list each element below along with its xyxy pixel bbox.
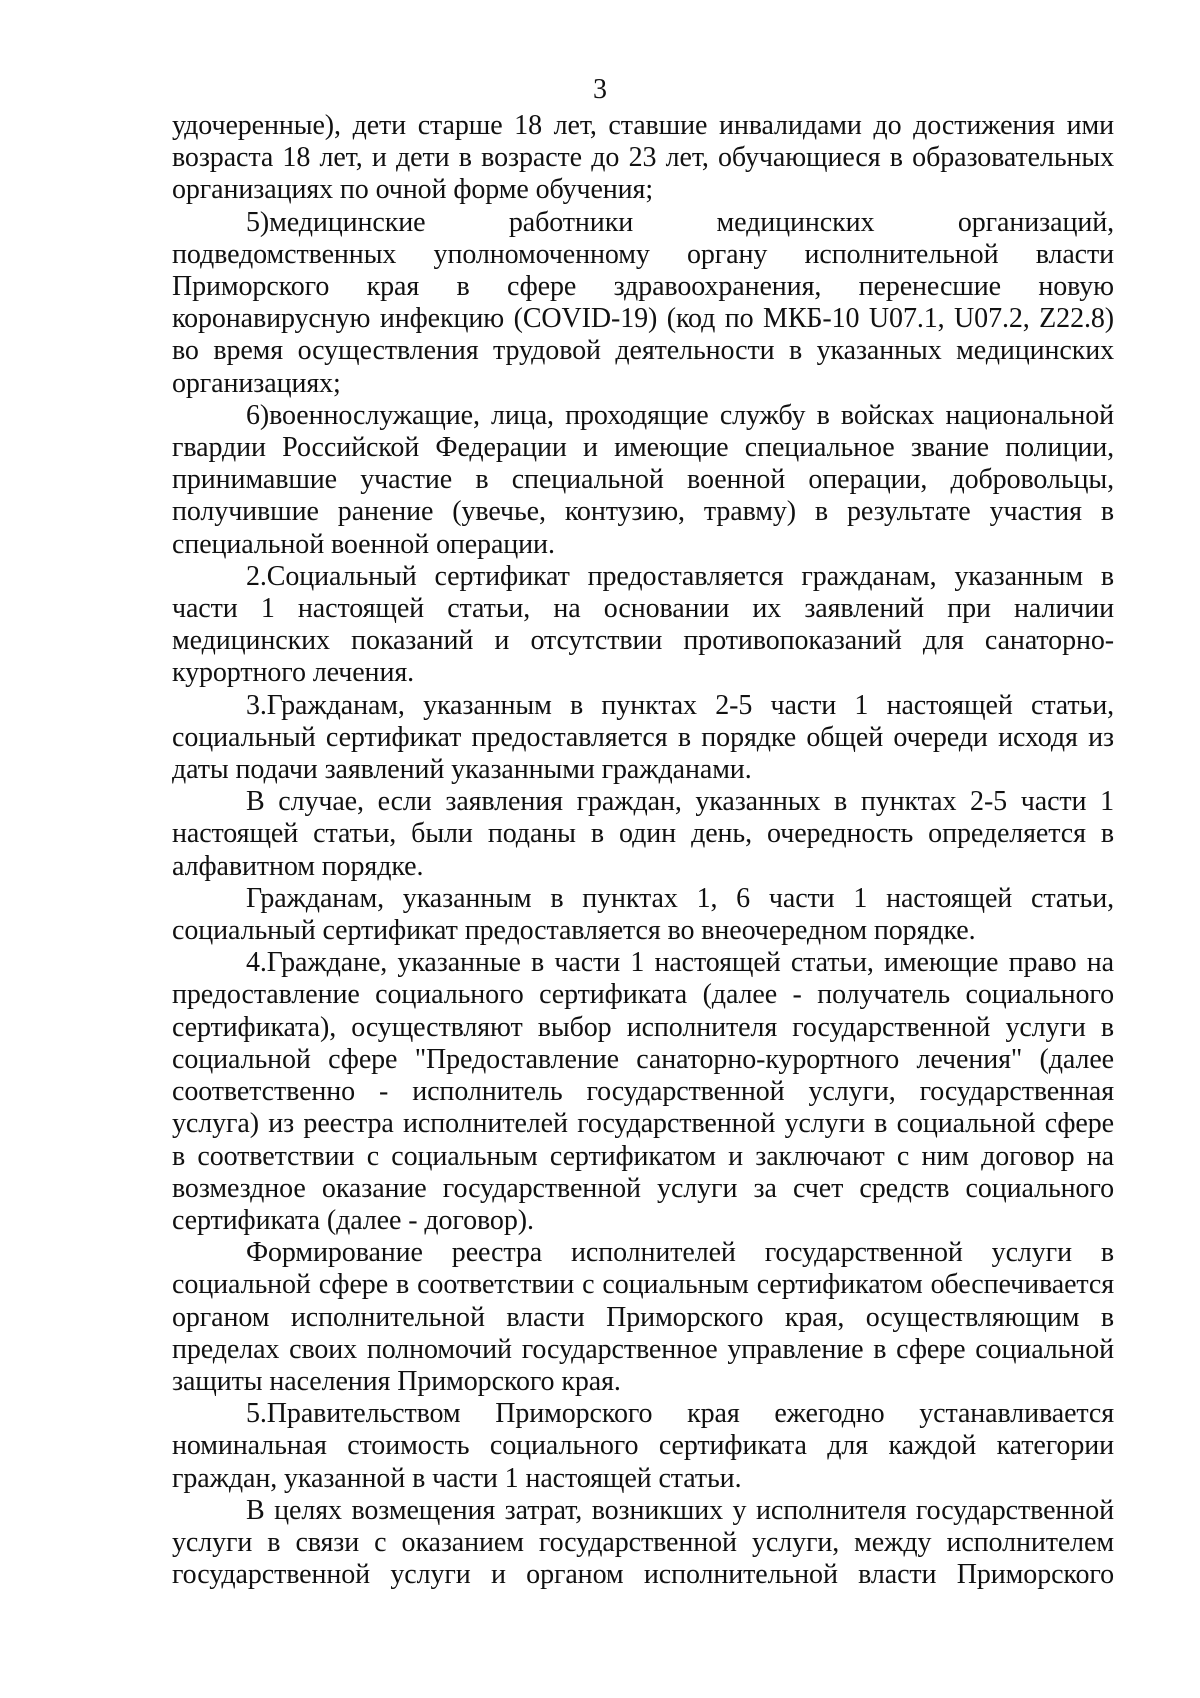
paragraph-part-5: 5.Правительством Приморского края ежегодно устанавливается номинальная стоимость социального сертификата для каждой категории граждан, указанной в части 1 настоящей статьи. <box>172 1398 1114 1494</box>
paragraph-part-3: 3.Гражданам, указанным в пунктах 2-5 части 1 настоящей статьи, социальный сертификат предоставляется в порядке общей очереди исходя из даты подачи заявлений указанными гражданами. <box>172 689 1114 786</box>
paragraph-item-5: 5)медицинские работники медицинских организаций, подведомственных уполномоченному органу исполнительной власти Приморского края в сфере здравоохранения, перенесшие новую коронавирусную инфекцию (COVID-19) (код по МКБ-10 U07.1, U07.2, Z22.8) во время осуществления трудовой деятельности в указанных медицинских организациях; <box>172 206 1114 399</box>
paragraph-continuation: удочеренные), дети старше 18 лет, ставшие инвалидами до достижения ими возраста 18 лет, и дети в возрасте до 23 лет, обучающиеся в образовательных организациях по очной форме обучения; <box>172 110 1114 206</box>
paragraph-compensation: В целях возмещения затрат, возникших у исполнителя государственной услуги в связи с оказанием государственной услуги, между исполнителем государственной услуги и органом исполнительной власти Приморского <box>172 1494 1114 1591</box>
document-body <box>172 110 1114 1591</box>
paragraph-same-day-order: В случае, если заявления граждан, указанных в пунктах 2-5 части 1 настоящей статьи, были поданы в один день, очередность определяется в алфавитном порядке. <box>172 786 1114 882</box>
paragraph-item-6: 6)военнослужащие, лица, проходящие службу в войсках национальной гвардии Российской Федерации и имеющие специальное звание полиции, принимавшие участие в специальной военной операции, добровольцы, получившие ранение (увечье, контузию, травму) в результате участия в специальной военной операции. <box>172 399 1114 560</box>
paragraph-priority-order: Гражданам, указанным в пунктах 1, 6 части 1 настоящей статьи, социальный сертификат предоставляется во внеочередном порядке. <box>172 882 1114 947</box>
paragraph-registry: Формирование реестра исполнителей государственной услуги в социальной сфере в соответствии с социальным сертификатом обеспечивается органом исполнительной власти Приморского края, осуществляющим в пределах своих полномочий государственное управление в сфере социальной защиты населения Приморского края. <box>172 1237 1114 1397</box>
page-number: 3 <box>593 74 607 105</box>
paragraph-part-4: 4.Граждане, указанные в части 1 настоящей статьи, имеющие право на предоставление социального сертификата (далее - получатель социального сертификата), осуществляют выбор исполнителя государственной услуги в социальной сфере "Предоставление санаторно-курортного лечения" (далее соответственно - исполнитель государственной услуги, государственная услуга) из реестра исполнителей государственной услуги в социальной сфере в соответствии с социальным сертификатом и заключают с ним договор на возмездное оказание государственной услуги за счет средств социального сертификата (далее - договор). <box>172 947 1114 1236</box>
paragraph-part-2: 2.Социальный сертификат предоставляется гражданам, указанным в части 1 настоящей статьи, на основании их заявлений при наличии медицинских показаний и отсутствии противопоказаний для санаторно-курортного лечения. <box>172 560 1114 689</box>
